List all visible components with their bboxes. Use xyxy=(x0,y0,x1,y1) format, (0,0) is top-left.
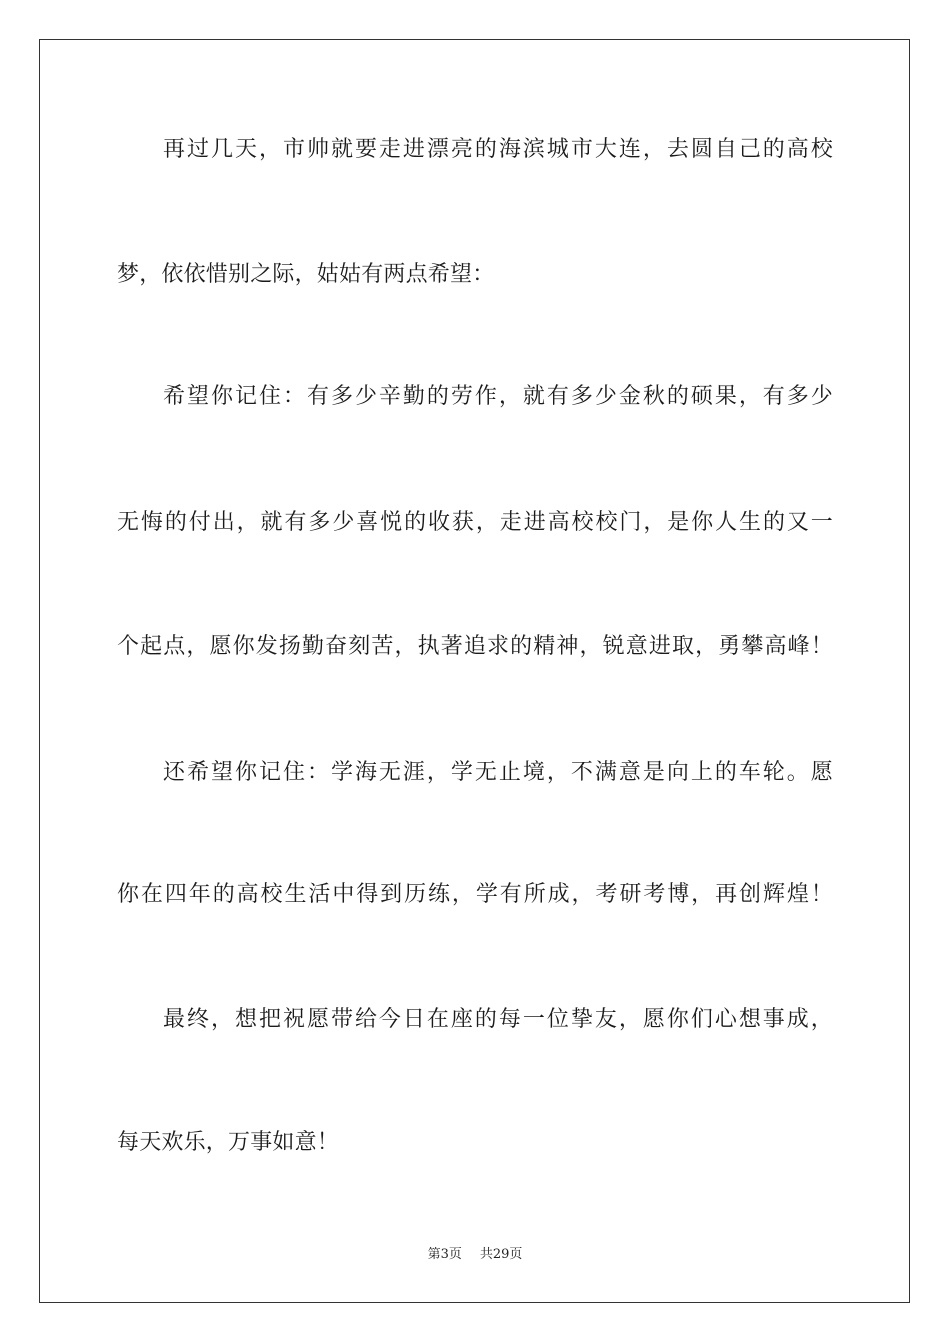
paragraph-2-line-3: 个起点，愿你发扬勤奋刻苦，执著追求的精神，锐意进取，勇攀高峰！ xyxy=(117,634,833,659)
paragraph-4-line-2: 每天欢乐，万事如意！ xyxy=(117,1130,340,1155)
page-total: 共29页 xyxy=(479,1247,523,1262)
paragraph-2-line-1: 希望你记住：有多少辛勤的劳作，就有多少金秋的硕果，有多少 xyxy=(163,384,833,409)
paragraph-1-line-2: 梦，依依惜别之际，姑姑有两点希望： xyxy=(117,262,495,287)
page-footer xyxy=(0,1246,950,1264)
paragraph-3-line-1: 还希望你记住：学海无涯，学无止境，不满意是向上的车轮。愿 xyxy=(163,760,833,785)
paragraph-2-line-2: 无悔的付出，就有多少喜悦的收获，走进高校校门，是你人生的又一 xyxy=(117,510,833,535)
paragraph-4-line-1: 最终，想把祝愿带给今日在座的每一位挚友，愿你们心想事成， xyxy=(163,1007,833,1032)
page-frame xyxy=(39,39,910,1303)
paragraph-1-line-1: 再过几天，市帅就要走进漂亮的海滨城市大连，去圆自己的高校 xyxy=(163,137,833,162)
page-number: 第3页 xyxy=(427,1247,462,1262)
paragraph-3-line-2: 你在四年的高校生活中得到历练，学有所成，考研考博，再创辉煌！ xyxy=(117,882,833,907)
